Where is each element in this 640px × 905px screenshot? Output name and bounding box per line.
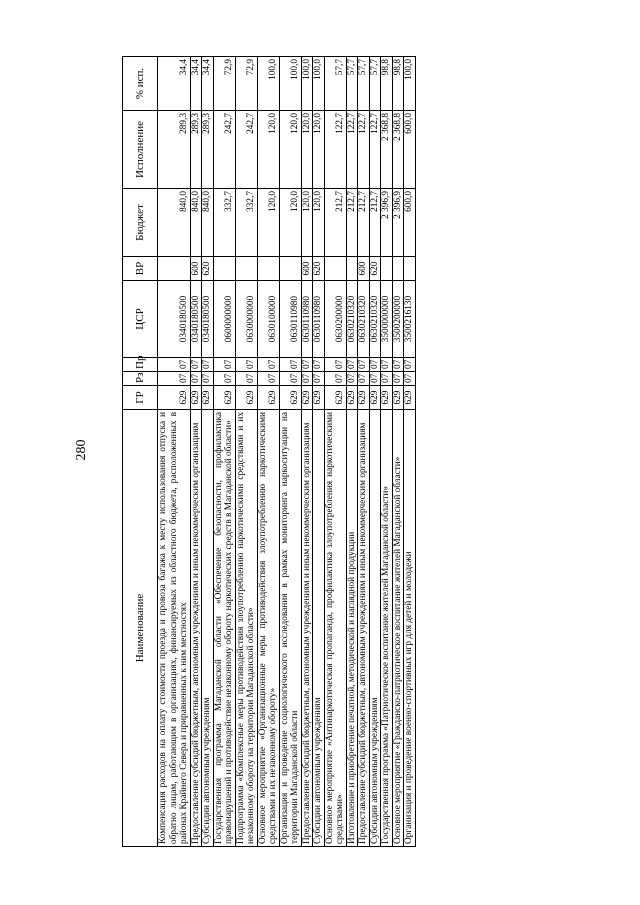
row-name: Предоставление субсидий бюджетным, автономным учреждениям и иным некоммерческим организациям [358,410,370,847]
row-rz: 07 [369,372,381,386]
row-csr: 3500200000 [392,281,404,358]
row-percent: 34,4 [158,57,191,111]
header-csr: ЦСР [123,281,158,358]
table-row [279,57,301,847]
header-name: Наименование [123,410,158,847]
row-gr: 629 [313,386,325,410]
row-gr: 629 [392,386,404,410]
row-name: Изготовление и приобретение печатной, методической и наглядной продукции [346,410,358,847]
row-percent: 100,0 [279,57,301,111]
row-gr: 629 [279,386,301,410]
row-budget: 212,7 [369,189,381,257]
row-csr: 0630200000 [324,281,346,358]
row-percent: 100,0 [257,57,279,111]
row-percent: 34,4 [202,57,214,111]
table-row [158,57,191,847]
row-execution: 289,3 [190,111,202,189]
table-row [392,57,404,847]
row-rz: 07 [279,372,301,386]
row-execution: 242,7 [235,111,257,189]
row-vr: 600 [301,257,313,281]
row-csr: 0630210320 [358,281,370,358]
row-vr [392,257,404,281]
row-gr: 629 [235,386,257,410]
page-number: 280 [74,439,89,461]
row-pr: 07 [358,358,370,372]
table-row [190,57,202,847]
row-execution: 2 368,8 [392,111,404,189]
row-execution: 289,3 [158,111,191,189]
row-csr: 0630210320 [346,281,358,358]
row-pr: 07 [202,358,214,372]
row-csr: 0630000000 [235,281,257,358]
row-rz: 07 [404,372,416,386]
row-pr: 07 [346,358,358,372]
row-budget: 332,7 [213,189,235,257]
row-gr: 629 [202,386,214,410]
row-name: Основное мероприятие «Антинаркотическая пропаганда, профилактика злоупотребления наркотическими средствами» [324,410,346,847]
row-rz: 07 [313,372,325,386]
row-csr: 0340180500 [190,281,202,358]
row-rz: 07 [213,372,235,386]
row-percent: 57,7 [346,57,358,111]
row-rz: 07 [301,372,313,386]
row-vr [324,257,346,281]
row-execution: 122,7 [324,111,346,189]
table-row [346,57,358,847]
row-percent: 100,0 [404,57,416,111]
row-csr: 0340180500 [158,281,191,358]
row-csr: 0630210320 [369,281,381,358]
row-name: Государственная программа «Патриотическое воспитание жителей Магаданской области» [381,410,393,847]
table-row [213,57,235,847]
row-vr [235,257,257,281]
row-budget: 212,7 [358,189,370,257]
row-pr: 07 [301,358,313,372]
row-execution: 600,0 [404,111,416,189]
row-vr: 620 [202,257,214,281]
row-csr: 0600000000 [213,281,235,358]
row-gr: 629 [257,386,279,410]
table-row [257,57,279,847]
row-vr: 600 [190,257,202,281]
row-rz: 07 [346,372,358,386]
row-budget: 600,0 [404,189,416,257]
row-execution: 122,7 [369,111,381,189]
header-budget: Бюджет [123,189,158,257]
row-name: Подпрограмма «Комплексные меры противодействия злоупотреблению наркотическими средствами и их незаконному обороту на территории Магаданской области» [235,410,257,847]
row-rz: 07 [257,372,279,386]
row-rz: 07 [202,372,214,386]
row-vr [346,257,358,281]
row-csr: 0630110980 [301,281,313,358]
row-name: Предоставление субсидий бюджетным, автономным учреждениям и иным некоммерческим организациям [190,410,202,847]
row-execution: 120,0 [301,111,313,189]
row-gr: 629 [213,386,235,410]
row-pr: 07 [190,358,202,372]
header-gr: ГР [123,386,158,410]
row-name: Основное мероприятие «Гражданско-патриотическое воспитание жителей Магаданской области» [392,410,404,847]
row-name: Субсидии автономным учреждениям [313,410,325,847]
row-budget: 120,0 [301,189,313,257]
row-pr: 07 [381,358,393,372]
row-csr: 0630110980 [279,281,301,358]
row-execution: 2 368,8 [381,111,393,189]
row-vr: 620 [369,257,381,281]
row-percent: 100,0 [313,57,325,111]
row-name: Государственная программа Магаданской области «Обеспечение безопасности, профилактика правонарушений и противодействие незаконному обороту наркотических средств в Магаданской области» [213,410,235,847]
row-gr: 629 [346,386,358,410]
table-row [358,57,370,847]
row-gr: 629 [324,386,346,410]
row-execution: 242,7 [213,111,235,189]
row-budget: 840,0 [202,189,214,257]
row-rz: 07 [324,372,346,386]
row-pr: 07 [324,358,346,372]
header-vr: ВР [123,257,158,281]
row-gr: 629 [381,386,393,410]
row-gr: 629 [301,386,313,410]
row-csr: 0630100000 [257,281,279,358]
row-pr: 07 [313,358,325,372]
header-execution: Исполнение [123,111,158,189]
row-pr: 07 [279,358,301,372]
row-gr: 629 [369,386,381,410]
row-percent: 98,8 [381,57,393,111]
row-gr: 629 [404,386,416,410]
row-vr [213,257,235,281]
row-name: Субсидии автономным учреждениям [202,410,214,847]
row-csr: 0630110980 [313,281,325,358]
row-vr [257,257,279,281]
row-budget: 840,0 [190,189,202,257]
table-body [158,57,416,847]
row-budget: 212,7 [346,189,358,257]
row-budget: 120,0 [257,189,279,257]
row-percent: 34,4 [190,57,202,111]
row-rz: 07 [358,372,370,386]
row-vr: 600 [358,257,370,281]
row-gr: 629 [190,386,202,410]
row-budget: 332,7 [235,189,257,257]
row-percent: 57,7 [358,57,370,111]
row-percent: 98,8 [392,57,404,111]
row-percent: 57,7 [324,57,346,111]
row-pr: 07 [257,358,279,372]
row-vr [158,257,191,281]
row-execution: 120,0 [313,111,325,189]
row-pr: 07 [213,358,235,372]
row-name: Организация и проведение военно-спортивных игр для детей и молодежи [404,410,416,847]
row-percent: 57,7 [369,57,381,111]
table-row [301,57,313,847]
budget-table [122,56,416,847]
table-row [381,57,393,847]
row-budget: 2 396,9 [381,189,393,257]
row-name: Предоставление субсидий бюджетным, автономным учреждениям и иным некоммерческим организациям [301,410,313,847]
row-vr [381,257,393,281]
row-execution: 122,7 [346,111,358,189]
row-budget: 2 396,9 [392,189,404,257]
row-rz: 07 [190,372,202,386]
row-pr: 07 [235,358,257,372]
row-budget: 120,0 [279,189,301,257]
table-row [404,57,416,847]
table-row [369,57,381,847]
row-pr: 07 [158,358,191,372]
table-row [202,57,214,847]
row-percent: 72,9 [213,57,235,111]
header-pr: Пр [123,358,158,372]
row-name: Основное мероприятие «Организационные меры противодействия злоупотреблению наркотическими средствами и их незаконному обороту» [257,410,279,847]
row-percent: 72,9 [235,57,257,111]
row-vr [279,257,301,281]
row-vr: 620 [313,257,325,281]
row-rz: 07 [158,372,191,386]
row-execution: 120,0 [279,111,301,189]
row-execution: 122,7 [358,111,370,189]
row-pr: 07 [369,358,381,372]
row-csr: 3500216130 [404,281,416,358]
row-execution: 289,3 [202,111,214,189]
row-name: Субсидии автономным учреждениям [369,410,381,847]
row-budget: 840,0 [158,189,191,257]
table-header-row [123,57,158,847]
row-gr: 629 [358,386,370,410]
row-execution: 120,0 [257,111,279,189]
row-gr: 629 [158,386,191,410]
row-rz: 07 [235,372,257,386]
row-budget: 212,7 [324,189,346,257]
table-row [235,57,257,847]
table-row [313,57,325,847]
row-csr: 3500000000 [381,281,393,358]
row-pr: 07 [392,358,404,372]
row-name: Организация и проведение социологического исследования в рамках мониторинга наркоситуации на территории Магаданской области [279,410,301,847]
table-row [324,57,346,847]
row-rz: 07 [392,372,404,386]
header-rz: Рз [123,372,158,386]
header-percent: % исп. [123,57,158,111]
row-pr: 07 [404,358,416,372]
row-csr: 0340180500 [202,281,214,358]
budget-table-rotated [122,57,590,847]
row-percent: 100,0 [301,57,313,111]
row-vr [404,257,416,281]
row-budget: 120,0 [313,189,325,257]
row-name: Компенсация расходов на оплату стоимости проезда и провоза багажа к месту использования отпуска и обратно лицам, работающим в организациях, финансируемых из областного бюджета, расположенных в районах Крайнего Севера и приравненных к ним местностях [158,410,191,847]
row-rz: 07 [381,372,393,386]
